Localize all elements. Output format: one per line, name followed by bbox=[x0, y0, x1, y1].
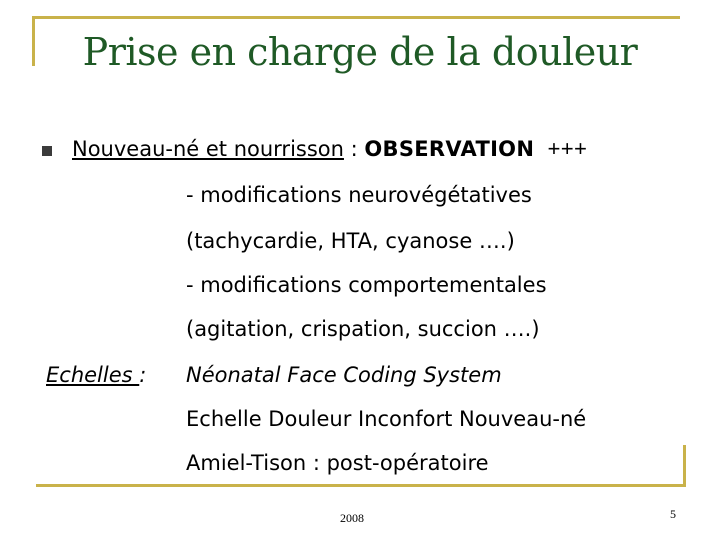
footer-year: 2008 bbox=[340, 511, 364, 525]
square-bullet-icon bbox=[42, 146, 52, 156]
scale-item-amiel-tison: Amiel-Tison : post-opératoire bbox=[186, 451, 489, 475]
scales-label-line bbox=[46, 362, 146, 388]
scale-item-edin: Echelle Douleur Inconfort Nouveau-né bbox=[186, 407, 587, 431]
page-number: 5 bbox=[670, 507, 676, 521]
frame-top-border bbox=[32, 16, 680, 19]
frame-right-border bbox=[683, 445, 686, 487]
neuro-line: - modifications neurovégétatives bbox=[186, 183, 532, 207]
intro-subject: Nouveau-né et nourrisson bbox=[72, 137, 344, 161]
intro-separator: : bbox=[343, 137, 365, 161]
plus-marks: +++ bbox=[534, 138, 588, 163]
behavior-examples: (agitation, crispation, succion ….) bbox=[186, 317, 540, 341]
frame-bottom-border bbox=[36, 484, 686, 487]
slide-title: Prise en charge de la douleur bbox=[82, 30, 638, 74]
neuro-examples: (tachycardie, HTA, cyanose ….) bbox=[186, 229, 515, 253]
intro-line bbox=[72, 136, 587, 164]
scales-label: Echelles bbox=[46, 363, 140, 387]
behavior-line: - modifications comportementales bbox=[186, 273, 547, 297]
observation-label: OBSERVATION bbox=[364, 137, 535, 161]
scale-item-nfcs: Néonatal Face Coding System bbox=[186, 363, 502, 387]
scales-colon: : bbox=[139, 363, 147, 387]
